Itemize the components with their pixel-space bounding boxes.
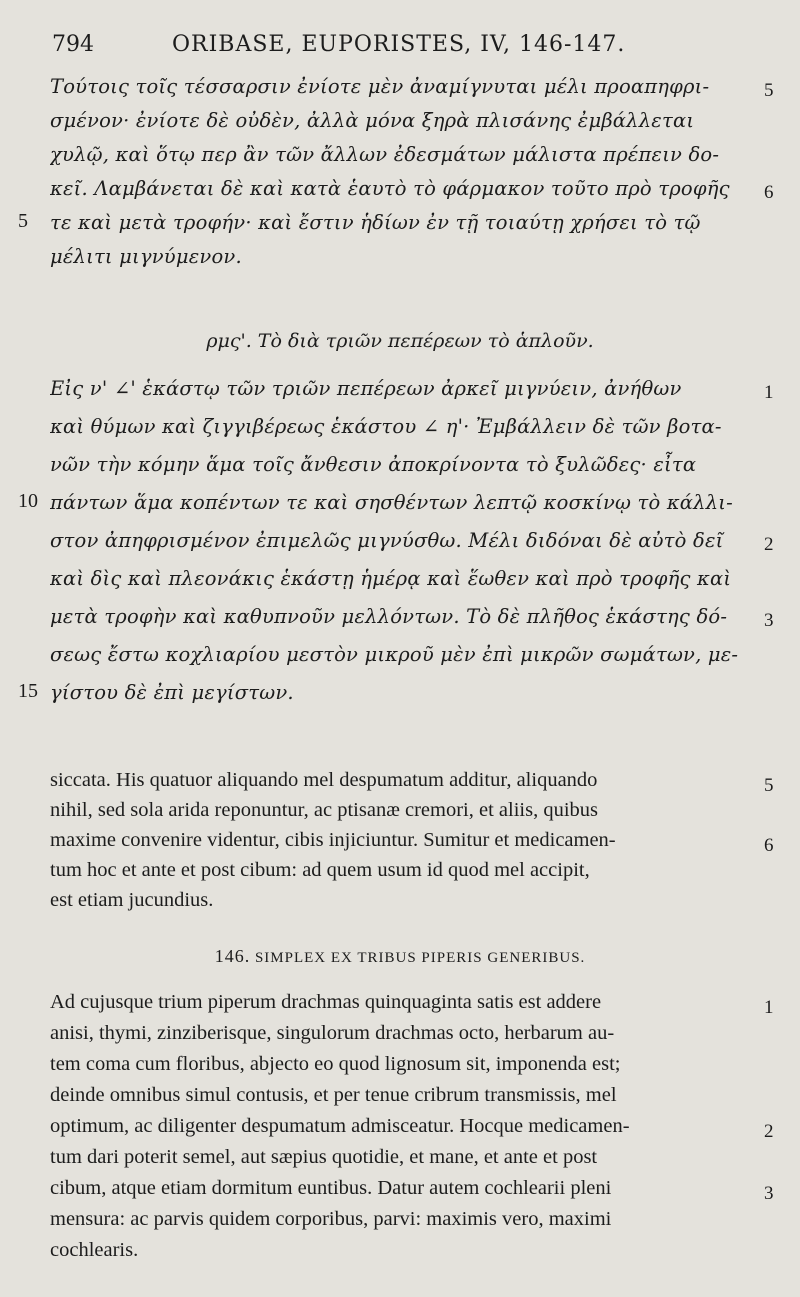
text-line: Τούτοις τοῖς τέσσαρσιν ἐνίοτε μὲν ἀναμίγνυται μέλι προαπηφρι- [50,75,710,98]
margin-number: 1 [764,997,774,1018]
line-number: 5 [18,210,28,232]
text-line: maxime convenire videntur, cibis injiciuntur. Sumitur et medicamen- [50,829,616,851]
text-line: μετὰ τροφὴν καὶ καθυπνοῦν μελλόντων. Τὸ δὲ πλῆθος ἑκάστης δό- [50,605,728,628]
text-line: Ad cujusque trium piperum drachmas quinquaginta satis est addere [50,991,602,1013]
latin-section-number: 146. [214,946,251,966]
margin-number: 1 [764,382,774,403]
text-line: siccata. His quatuor aliquando mel despumatum additur, aliquando [50,769,598,791]
text-line: σμένον· ἐνίοτε δὲ οὐδὲν, ἀλλὰ μόνα ξηρὰ πλισάνης ἐμβάλλεται [50,109,695,132]
margin-number: 2 [764,534,774,555]
text-line: deinde omnibus simul contusis, et per tenue cribrum transmissis, mel [50,1084,617,1106]
text-line: mensura: ac parvis quidem corporibus, parvi: maximis vero, maximi [50,1208,612,1230]
text-line: tum hoc et ante et post cibum: ad quem usum id quod mel accipit, [50,859,590,881]
text-line: γίστου δὲ ἐπὶ μεγίστων. [50,681,294,704]
margin-number: 5 [764,80,774,101]
text-line: χυλῷ, καὶ ὅτῳ περ ἂν τῶν ἄλλων ἐδεσμάτων μάλιστα πρέπειν δο- [50,143,720,166]
margin-number: 6 [764,182,774,203]
latin-section-heading [0,946,800,967]
text-line: τε καὶ μετὰ τροφήν· καὶ ἔστιν ἡδίων ἐν τῇ τοιαύτῃ χρήσει τὸ τῷ [50,211,701,234]
text-line: σεως ἔστω κοχλιαρίου μεστὸν μικροῦ μὲν ἐπὶ μικρῶν σωμάτων, με- [50,643,739,666]
latin-section-title: SIMPLEX EX TRIBUS PIPERIS GENERIBUS. [254,950,586,966]
text-line: στον ἀπηφρισμένον ἐπιμελῶς μιγνύσθω. Μέλι διδόναι δὲ αὐτὸ δεῖ [50,529,724,552]
page-number: 794 [52,32,94,57]
text-line: νῶν τὴν κόμην ἅμα τοῖς ἄνθεσιν ἀποκρίνοντα τὸ ξυλῶδες· εἶτα [50,453,697,476]
text-line: anisi, thymi, zinziberisque, singulorum drachmas octo, herbarum au- [50,1022,615,1044]
margin-number: 3 [764,610,774,631]
text-line: est etiam jucundius. [50,889,214,911]
margin-number: 3 [764,1183,774,1204]
margin-number: 5 [764,775,774,796]
text-line: cochlearis. [50,1239,139,1261]
greek-section-heading: ρμς'. Τὸ διὰ τριῶν πεπέρεων τὸ ἁπλοῦν. [206,330,594,352]
page-header [52,32,720,62]
text-line: cibum, atque etiam dormitum euntibus. Datur autem cochlearii pleni [50,1177,612,1199]
margin-number: 6 [764,835,774,856]
text-line: πάντων ἅμα κοπέντων τε καὶ σησθέντων λεπτῷ κοσκίνῳ τὸ κάλλι- [50,491,733,514]
text-line: optimum, ac diligenter despumatum admisceatur. Hocque medicamen- [50,1115,630,1137]
text-line: nihil, sed sola arida reponuntur, ac ptisanæ cremori, et aliis, quibus [50,799,598,821]
text-line: καὶ θύμων καὶ ζιγγιβέρεως ἑκάστου ∠ η'· Ἐμβάλλειν δὲ τῶν βοτα- [50,415,722,438]
margin-number: 2 [764,1121,774,1142]
line-number: 10 [18,490,38,512]
text-line: tum dari poterit semel, aut sæpius quotidie, et mane, et ante et post [50,1146,598,1168]
text-line: μέλιτι μιγνύμενον. [50,245,242,268]
running-title: ORIBASE, EUPORISTES, IV, 146-147. [172,32,626,57]
text-line: καὶ δὶς καὶ πλεονάκις ἑκάστῃ ἡμέρᾳ καὶ ἕωθεν καὶ πρὸ τροφῆς καὶ [50,567,732,590]
line-number: 15 [18,680,38,702]
text-line: Εἰς ν' ∠' ἑκάστῳ τῶν τριῶν πεπέρεων ἀρκεῖ μιγνύειν, ἀνήθων [50,377,682,400]
text-line: tem coma cum floribus, abjecto eo quod lignosum sit, imponenda est; [50,1053,621,1075]
text-line: κεῖ. Λαμβάνεται δὲ καὶ κατὰ ἑαυτὸ τὸ φάρμακον τοῦτο πρὸ τροφῆς [50,177,730,200]
